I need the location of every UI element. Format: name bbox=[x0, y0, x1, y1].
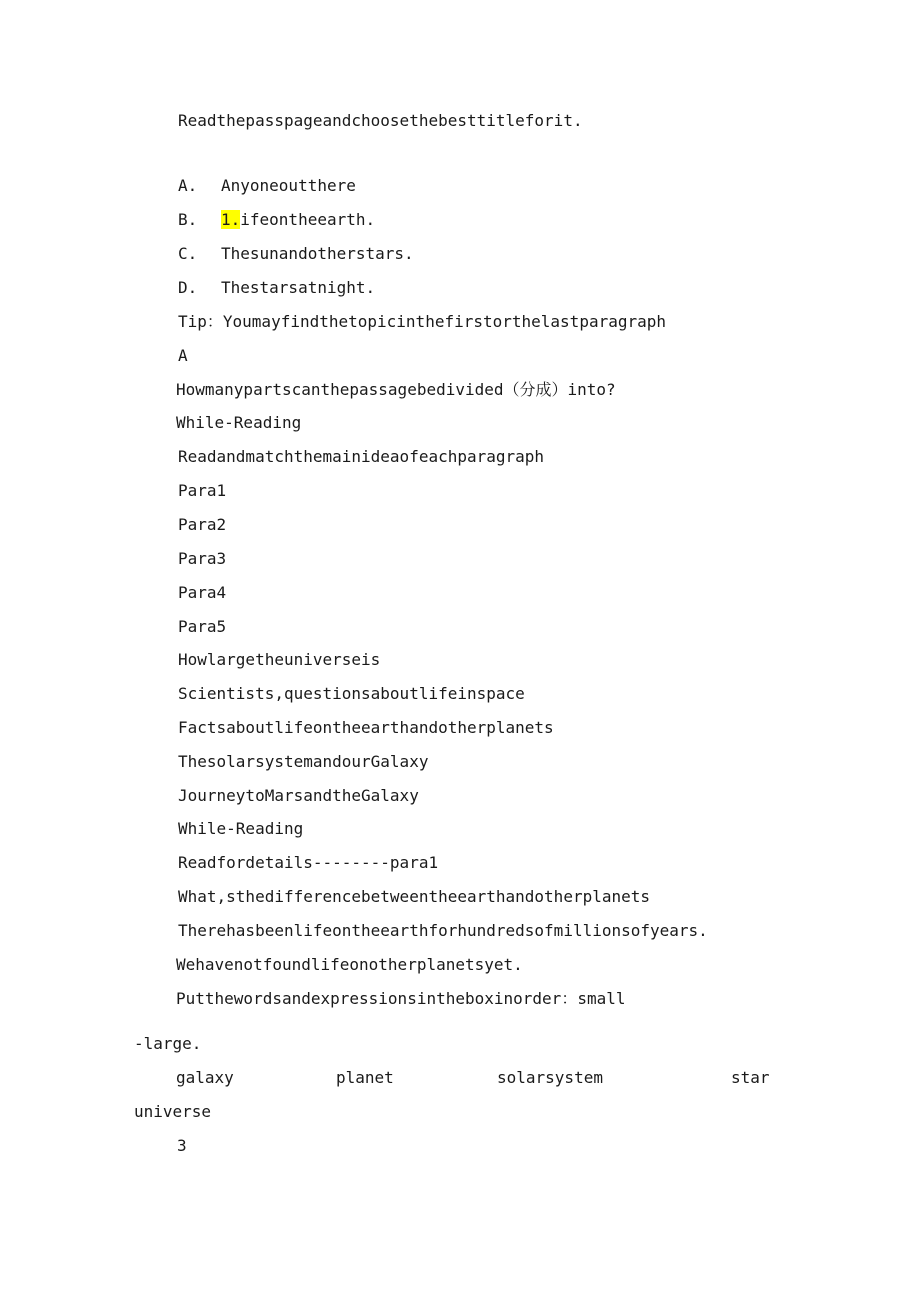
option-text-rest: ifeontheearth. bbox=[240, 210, 376, 229]
order-instruction-continued: -large. bbox=[134, 1034, 202, 1053]
option-letter: A. bbox=[178, 176, 198, 195]
tip-text: Tip：Youmayfindthetopicinthefirstorthelastparagraph bbox=[178, 312, 667, 331]
option-letter: C. bbox=[178, 244, 198, 263]
difference-question: What,sthedifferencebetweentheearthandotherplanets bbox=[178, 887, 651, 906]
option-letter: B. bbox=[178, 210, 198, 229]
parts-question: Howmanypartscanthepassagebedivided（分成）into? bbox=[176, 380, 616, 399]
para-label: Para1 bbox=[178, 481, 227, 500]
order-instruction: Putthewordsandexpressionsintheboxinorder：small bbox=[176, 989, 626, 1008]
details-heading: Readfordetails--------para1 bbox=[178, 853, 439, 872]
answer-text: A bbox=[178, 346, 188, 365]
box-word: galaxy bbox=[176, 1068, 234, 1087]
para-label: Para4 bbox=[178, 583, 227, 602]
box-word: planet bbox=[336, 1068, 394, 1087]
option-text: Thesunandotherstars. bbox=[221, 244, 414, 263]
answer-line: Therehasbeenlifeontheearthforhundredsofmillionsofyears. bbox=[178, 921, 708, 940]
para-label: Para5 bbox=[178, 617, 227, 636]
match-instruction: Readandmatchthemainideaofeachparagraph bbox=[178, 447, 545, 466]
option-letter: D. bbox=[178, 278, 198, 297]
option-text: Anyoneoutthere bbox=[221, 176, 356, 195]
option-text: Thestarsatnight. bbox=[221, 278, 376, 297]
page-number: 3 bbox=[177, 1136, 187, 1155]
highlighted-text: 1. bbox=[221, 210, 241, 229]
main-idea: Howlargetheuniverseis bbox=[178, 650, 381, 669]
instruction-text: Readthepasspageandchoosethebesttitleforit. bbox=[178, 111, 583, 130]
box-word: solarsystem bbox=[497, 1068, 603, 1087]
answer-line: Wehavenotfoundlifeonotherplanetsyet. bbox=[176, 955, 523, 974]
option-text bbox=[221, 209, 375, 231]
main-idea: Scientists,questionsaboutlifeinspace bbox=[178, 684, 525, 703]
section-heading-while-reading: While-Reading bbox=[178, 819, 304, 838]
para-label: Para3 bbox=[178, 549, 227, 568]
main-idea: ThesolarsystemandourGalaxy bbox=[178, 752, 429, 771]
section-heading-while-reading: While-Reading bbox=[176, 413, 302, 432]
para-label: Para2 bbox=[178, 515, 227, 534]
main-idea: Factsaboutlifeontheearthandotherplanets bbox=[178, 718, 554, 737]
box-word: star bbox=[731, 1068, 770, 1087]
main-idea: JourneytoMarsandtheGalaxy bbox=[178, 786, 419, 805]
box-word: universe bbox=[134, 1102, 212, 1121]
